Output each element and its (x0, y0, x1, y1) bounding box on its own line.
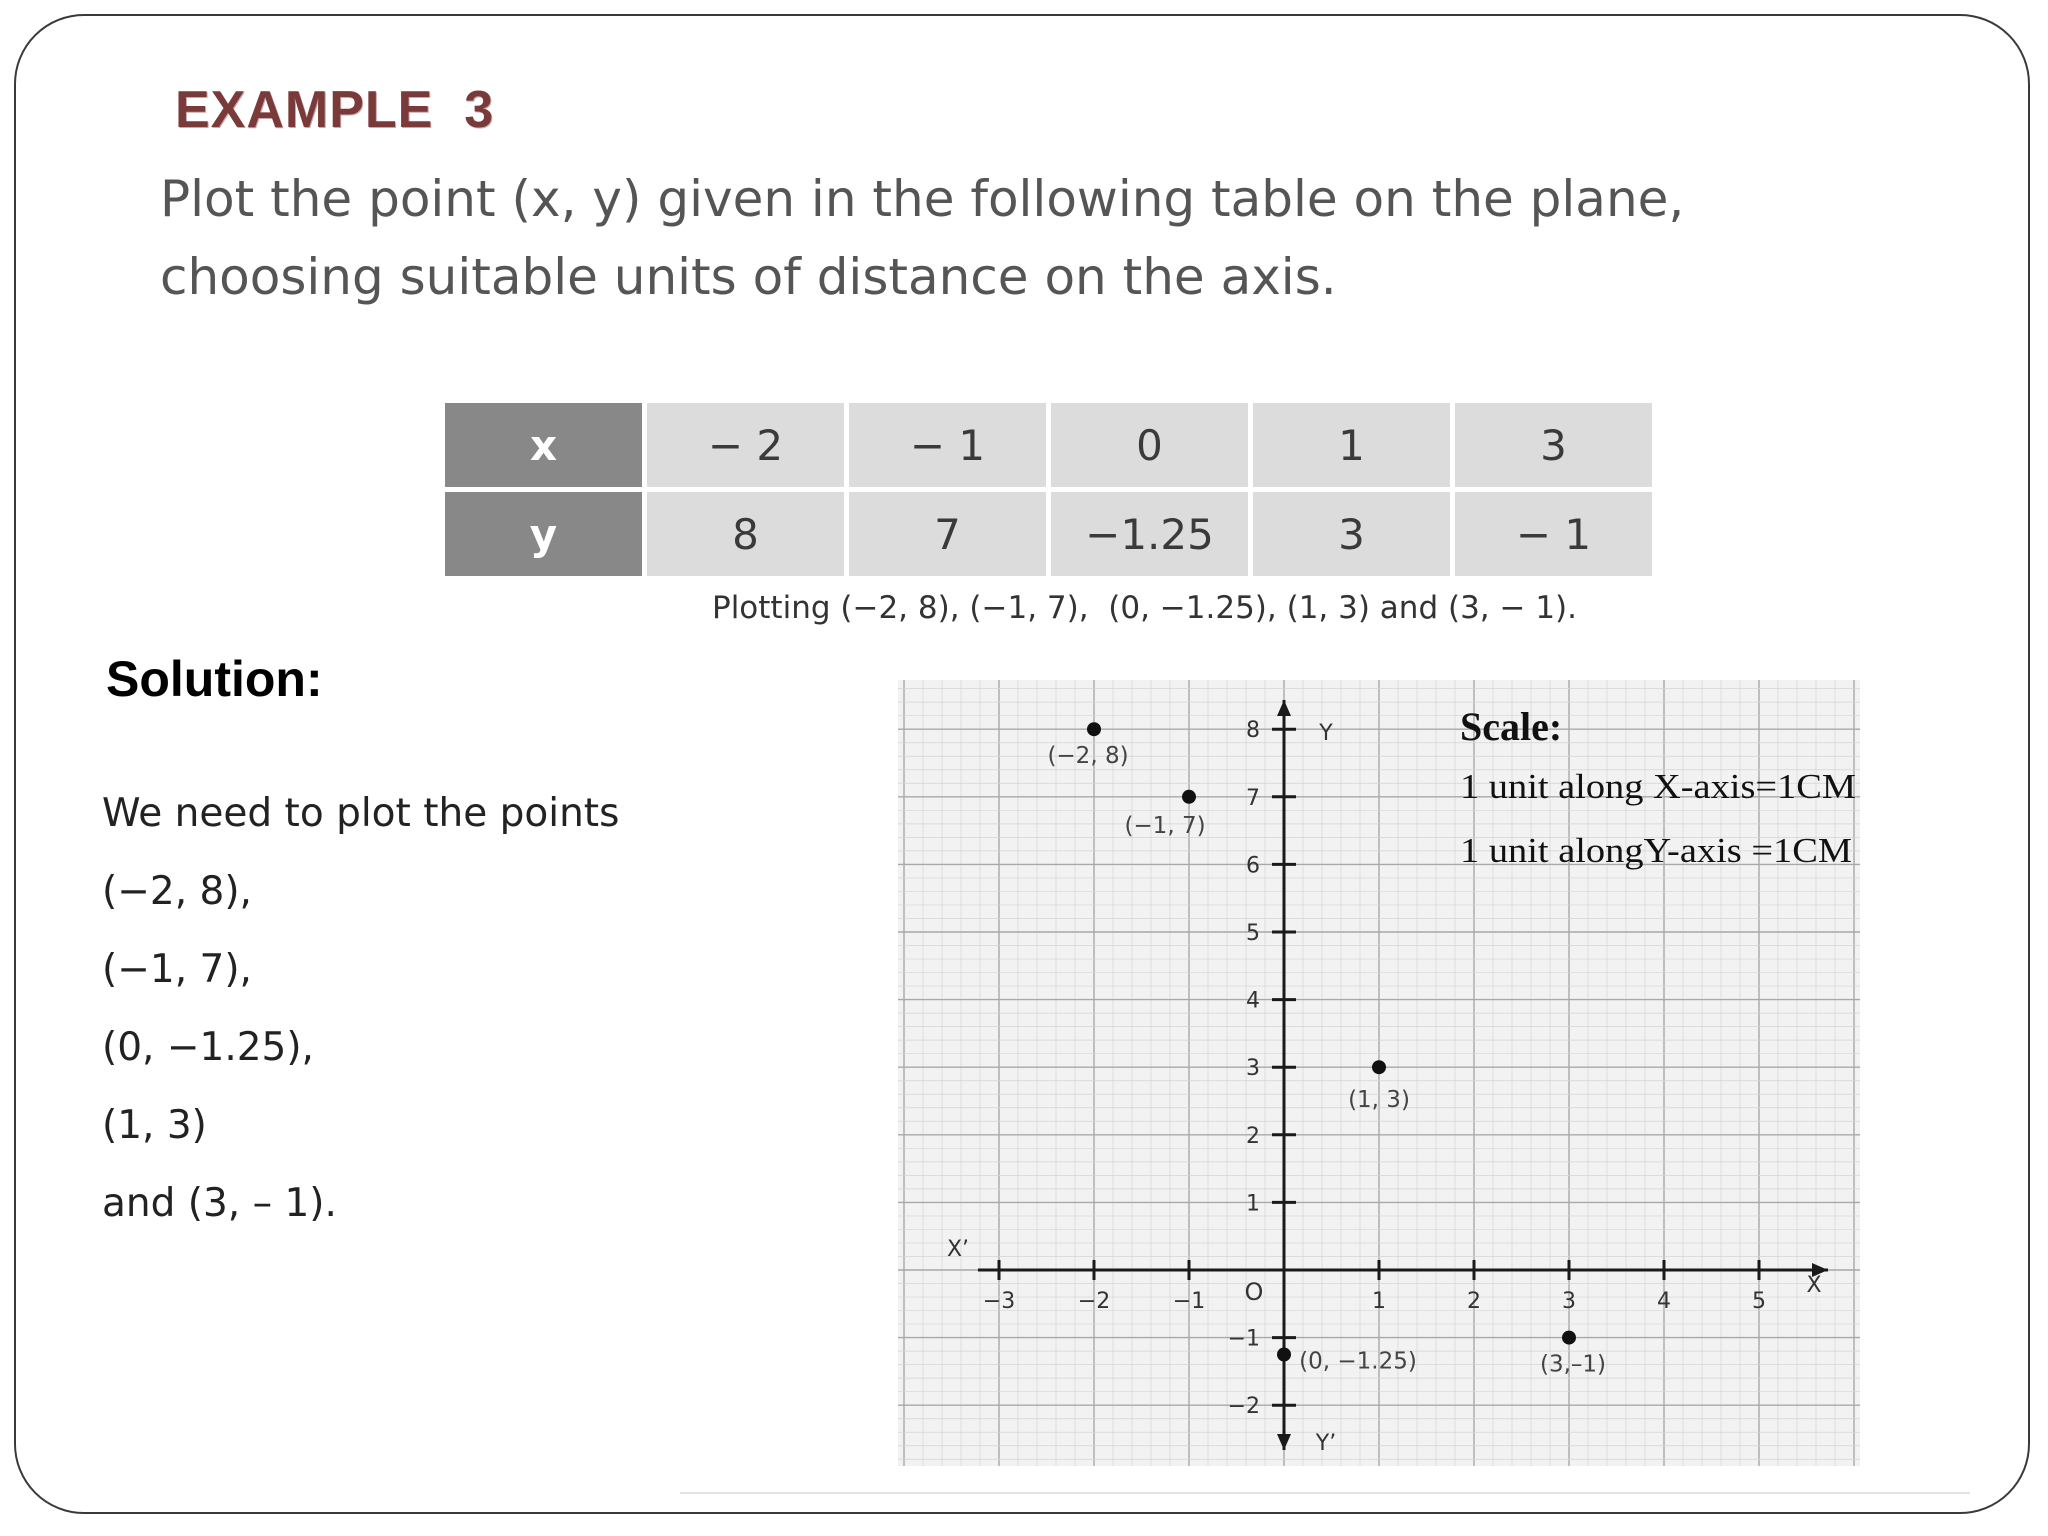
table-row (445, 492, 1652, 576)
y-tick-label: 3 (1246, 1056, 1260, 1082)
plotting-caption: Plotting (−2, 8), (−1, 7), (0, −1.25), (1, 3) and (3, − 1). (712, 590, 1578, 626)
x-tick-label: 1 (1372, 1289, 1386, 1314)
table-cell: 3 (1253, 492, 1450, 576)
problem-statement (160, 160, 1920, 316)
plotted-point (1562, 1331, 1576, 1345)
solution-line: (0, −1.25), (102, 1025, 314, 1070)
table-row (445, 403, 1652, 487)
solution-line: We need to plot the points (102, 791, 620, 836)
table-cell: − 1 (849, 403, 1046, 487)
plotted-point (1372, 1060, 1386, 1074)
y-tick-label: 5 (1246, 921, 1260, 946)
y-tick-label: 2 (1246, 1123, 1260, 1149)
scale-line-y: 1 unit alongY-axis =1CM (1460, 831, 1852, 870)
problem-line: choosing suitable units of distance on the axis. (160, 248, 1337, 306)
x-tick-label: 5 (1752, 1289, 1766, 1314)
y-tick-label: 8 (1246, 718, 1260, 744)
plotted-point (1182, 790, 1196, 804)
x-tick-label: −2 (1077, 1289, 1111, 1314)
solution-line: and (3, – 1). (102, 1181, 337, 1226)
table-cell: 7 (849, 492, 1046, 576)
xy-table (440, 398, 1657, 581)
y-neg-axis-label: Y’ (1315, 1431, 1337, 1456)
x-tick-label: 2 (1467, 1289, 1481, 1314)
solution-line: (−2, 8), (102, 869, 252, 914)
x-tick-label: 4 (1657, 1289, 1671, 1314)
slide-title: EXAMPLE 3 (175, 81, 495, 139)
y-tick-label: −2 (1227, 1394, 1260, 1420)
y-tick-label: 1 (1246, 1191, 1260, 1217)
solution-text (102, 775, 619, 1243)
x-tick-label: 3 (1562, 1289, 1576, 1314)
y-axis-label: Y (1319, 721, 1333, 746)
y-tick-label: −1 (1227, 1326, 1260, 1352)
point-label: (1, 3) (1348, 1087, 1410, 1114)
solution-line: (−1, 7), (102, 947, 252, 992)
point-label: (−1, 7) (1124, 812, 1206, 839)
x-tick-label: −1 (1172, 1289, 1206, 1314)
y-tick-label: 4 (1246, 988, 1260, 1014)
table-cell: −1.25 (1051, 492, 1248, 576)
table-cell: 0 (1051, 403, 1248, 487)
point-label: (3,–1) (1539, 1351, 1607, 1378)
x-tick-label: −3 (982, 1289, 1016, 1314)
table-cell: 1 (1253, 403, 1450, 487)
table-header-y: y (445, 492, 642, 576)
y-tick-label: 7 (1246, 785, 1260, 811)
table-cell: − 2 (647, 403, 844, 487)
problem-line: Plot the point (x, y) given in the following table on the plane, (160, 170, 1685, 228)
point-label: (0, −1.25) (1299, 1348, 1417, 1375)
plotted-point (1277, 1348, 1291, 1362)
origin-label: O (1244, 1278, 1264, 1306)
solution-line: (1, 3) (102, 1103, 207, 1148)
graph-paper-plot (898, 680, 1860, 1466)
scale-line-x: 1 unit along X-axis=1CM (1460, 767, 1856, 806)
x-axis-label: X (1806, 1273, 1822, 1298)
point-label: (−2, 8) (1047, 743, 1129, 770)
x-neg-axis-label: X’ (946, 1237, 970, 1262)
table-header-x: x (445, 403, 642, 487)
table-cell: 3 (1455, 403, 1652, 487)
divider (680, 1492, 1970, 1494)
table-cell: − 1 (1455, 492, 1652, 576)
table-cell: 8 (647, 492, 844, 576)
y-tick-label: 6 (1246, 853, 1260, 879)
solution-heading: Solution: (106, 651, 323, 707)
plotted-point (1087, 722, 1101, 736)
scale-title: Scale: (1460, 704, 1563, 749)
